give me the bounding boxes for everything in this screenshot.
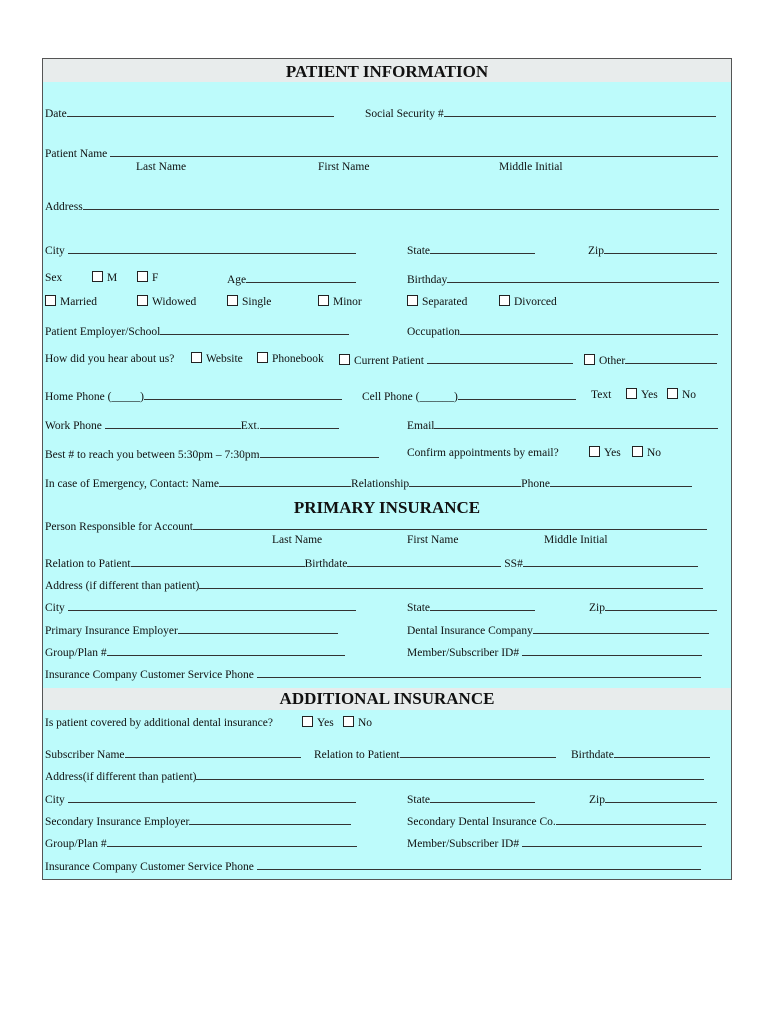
date-label: Date — [45, 108, 67, 120]
middle-initial-caption: Middle Initial — [499, 161, 563, 173]
state-field[interactable] — [407, 242, 535, 258]
relationship-label: Relationship — [351, 478, 410, 490]
section-header-patient-information: PATIENT INFORMATION — [43, 59, 731, 82]
additional-cs-phone-field[interactable] — [45, 858, 701, 874]
additional-birthdate-field[interactable] — [571, 746, 710, 762]
married-checkbox[interactable] — [45, 295, 97, 309]
primary-group-plan-field[interactable] — [45, 644, 345, 660]
single-checkbox[interactable] — [227, 295, 271, 309]
covered-no-label: No — [358, 717, 373, 729]
divorced-checkbox[interactable] — [499, 295, 557, 309]
primary-employer-field[interactable] — [45, 622, 338, 638]
additional-zip-label: Zip — [589, 794, 605, 806]
emergency-label: In case of Emergency, Contact: Name — [45, 478, 220, 490]
confirm-email-label: Confirm appointments by email? — [407, 447, 559, 459]
zip-label: Zip — [588, 245, 604, 257]
other-checkbox[interactable] — [584, 352, 717, 368]
subscriber-name-field[interactable] — [45, 746, 301, 762]
work-phone-label: Work Phone — [45, 420, 102, 432]
occupation-field[interactable] — [407, 323, 718, 339]
employer-school-field[interactable] — [45, 323, 349, 339]
patient-name-field[interactable] — [45, 145, 718, 161]
birthdate-label: Birthdate — [304, 558, 348, 570]
city-field[interactable] — [45, 242, 356, 258]
primary-city-field[interactable] — [45, 599, 356, 615]
address-field[interactable] — [45, 198, 719, 214]
covered-additional-label: Is patient covered by additional dental insurance? — [45, 717, 273, 729]
minor-checkbox[interactable] — [318, 295, 362, 309]
additional-member-id-field[interactable] — [407, 835, 702, 851]
sex-label: Sex — [45, 272, 63, 284]
primary-group-plan-label: Group/Plan # — [45, 647, 107, 659]
sex-m-label: M — [107, 272, 118, 284]
website-label: Website — [206, 353, 243, 365]
dental-company-field[interactable] — [407, 622, 709, 638]
separated-label: Separated — [422, 296, 468, 308]
text-no-checkbox[interactable] — [667, 388, 696, 402]
additional-city-label: City — [45, 794, 65, 806]
widowed-checkbox[interactable] — [137, 295, 196, 309]
additional-member-id-label: Member/Subscriber ID# — [407, 838, 520, 850]
best-reach-label: Best # to reach you between 5:30pm – 7:30pm — [45, 449, 260, 461]
date-field[interactable] — [45, 105, 334, 121]
ssn-field[interactable] — [365, 105, 716, 121]
primary-address-field[interactable] — [45, 577, 703, 593]
patient-name-label: Patient Name — [45, 148, 108, 160]
additional-zip-field[interactable] — [589, 791, 717, 807]
address-label: Address — [45, 201, 83, 213]
phonebook-label: Phonebook — [272, 353, 324, 365]
married-label: Married — [60, 296, 98, 308]
primary-cs-phone-label: Insurance Company Customer Service Phone — [45, 669, 254, 681]
additional-city-field[interactable] — [45, 791, 356, 807]
last-name-caption: Last Name — [136, 161, 187, 173]
relation-to-patient-field[interactable] — [45, 555, 698, 571]
additional-state-field[interactable] — [407, 791, 535, 807]
ssn-label: Social Security # — [365, 108, 444, 120]
primary-address-label: Address (if different than patient) — [45, 580, 200, 592]
widowed-label: Widowed — [152, 296, 197, 308]
primary-zip-field[interactable] — [589, 599, 717, 615]
covered-yes-checkbox[interactable] — [302, 716, 334, 730]
cell-phone-field[interactable] — [362, 388, 576, 404]
single-label: Single — [242, 296, 272, 308]
primary-state-field[interactable] — [407, 599, 535, 615]
minor-label: Minor — [333, 296, 362, 308]
zip-field[interactable] — [588, 242, 717, 258]
current-patient-checkbox[interactable] — [339, 352, 573, 368]
primary-state-label: State — [407, 602, 430, 614]
person-responsible-field[interactable] — [45, 518, 707, 534]
secondary-employer-label: Secondary Insurance Employer — [45, 816, 190, 828]
additional-state-label: State — [407, 794, 430, 806]
email-label: Email — [407, 420, 435, 432]
birthday-label: Birthday — [407, 274, 448, 286]
emergency-contact-field[interactable] — [45, 475, 692, 491]
text-no-label: No — [682, 389, 697, 401]
covered-yes-label: Yes — [317, 717, 334, 729]
additional-group-plan-field[interactable] — [45, 835, 357, 851]
separated-checkbox[interactable] — [407, 295, 467, 309]
age-field[interactable] — [227, 271, 356, 287]
text-label: Text — [591, 389, 612, 401]
additional-address-field[interactable] — [45, 768, 704, 784]
email-field[interactable] — [407, 417, 718, 433]
ss-label: SS# — [504, 558, 523, 570]
home-phone-label: Home Phone (_____) — [45, 391, 145, 403]
phone-label: Phone — [521, 478, 550, 490]
section-header-additional-insurance: ADDITIONAL INSURANCE — [43, 688, 731, 710]
person-responsible-label: Person Responsible for Account — [45, 521, 193, 533]
home-phone-field[interactable] — [45, 388, 342, 404]
cell-phone-label: Cell Phone (______) — [362, 391, 458, 403]
sex-f-checkbox[interactable] — [137, 271, 158, 285]
additional-address-label: Address(if different than patient) — [45, 771, 197, 783]
ext-label: Ext. — [240, 420, 260, 432]
section-header-primary-insurance: PRIMARY INSURANCE — [43, 497, 731, 519]
primary-first-name-caption: First Name — [407, 534, 459, 546]
additional-birthdate-label: Birthdate — [571, 749, 614, 761]
subscriber-name-label: Subscriber Name — [45, 749, 125, 761]
best-reach-field[interactable] — [45, 446, 379, 462]
phonebook-checkbox[interactable] — [257, 352, 324, 366]
additional-relation-label: Relation to Patient — [314, 749, 400, 761]
current-patient-label: Current Patient — [354, 355, 424, 367]
primary-member-id-label: Member/Subscriber ID# — [407, 647, 520, 659]
work-phone-field[interactable] — [45, 417, 339, 433]
primary-middle-initial-caption: Middle Initial — [544, 534, 608, 546]
confirm-no-label: No — [647, 447, 662, 459]
city-label: City — [45, 245, 65, 257]
text-yes-label: Yes — [641, 389, 658, 401]
covered-no-checkbox[interactable] — [343, 716, 372, 730]
additional-group-plan-label: Group/Plan # — [45, 838, 107, 850]
secondary-employer-field[interactable] — [45, 813, 351, 829]
confirm-yes-checkbox[interactable] — [589, 446, 621, 460]
divorced-label: Divorced — [514, 296, 557, 308]
other-label: Other — [599, 355, 626, 367]
dental-company-label: Dental Insurance Company — [407, 625, 533, 637]
birthday-field[interactable] — [407, 271, 719, 287]
additional-cs-phone-label: Insurance Company Customer Service Phone — [45, 861, 254, 873]
patient-information-form — [42, 58, 732, 880]
occupation-label: Occupation — [407, 326, 461, 338]
website-checkbox[interactable] — [191, 352, 243, 366]
secondary-company-field[interactable] — [407, 813, 706, 829]
primary-employer-label: Primary Insurance Employer — [45, 625, 178, 637]
primary-last-name-caption: Last Name — [272, 534, 323, 546]
additional-relation-field[interactable] — [314, 746, 556, 762]
hear-about-label: How did you hear about us? — [45, 353, 175, 365]
sex-m-checkbox[interactable] — [92, 271, 117, 285]
primary-zip-label: Zip — [589, 602, 605, 614]
state-label: State — [407, 245, 430, 257]
confirm-no-checkbox[interactable] — [632, 446, 661, 460]
age-label: Age — [227, 274, 247, 286]
first-name-caption: First Name — [318, 161, 370, 173]
primary-city-label: City — [45, 602, 65, 614]
primary-member-id-field[interactable] — [407, 644, 702, 660]
relation-to-patient-label: Relation to Patient — [45, 558, 131, 570]
primary-cs-phone-field[interactable] — [45, 666, 701, 682]
secondary-company-label: Secondary Dental Insurance Co. — [407, 816, 556, 828]
sex-f-label: F — [152, 272, 159, 284]
text-yes-checkbox[interactable] — [626, 388, 658, 402]
employer-school-label: Patient Employer/School — [45, 326, 161, 338]
confirm-yes-label: Yes — [604, 447, 621, 459]
